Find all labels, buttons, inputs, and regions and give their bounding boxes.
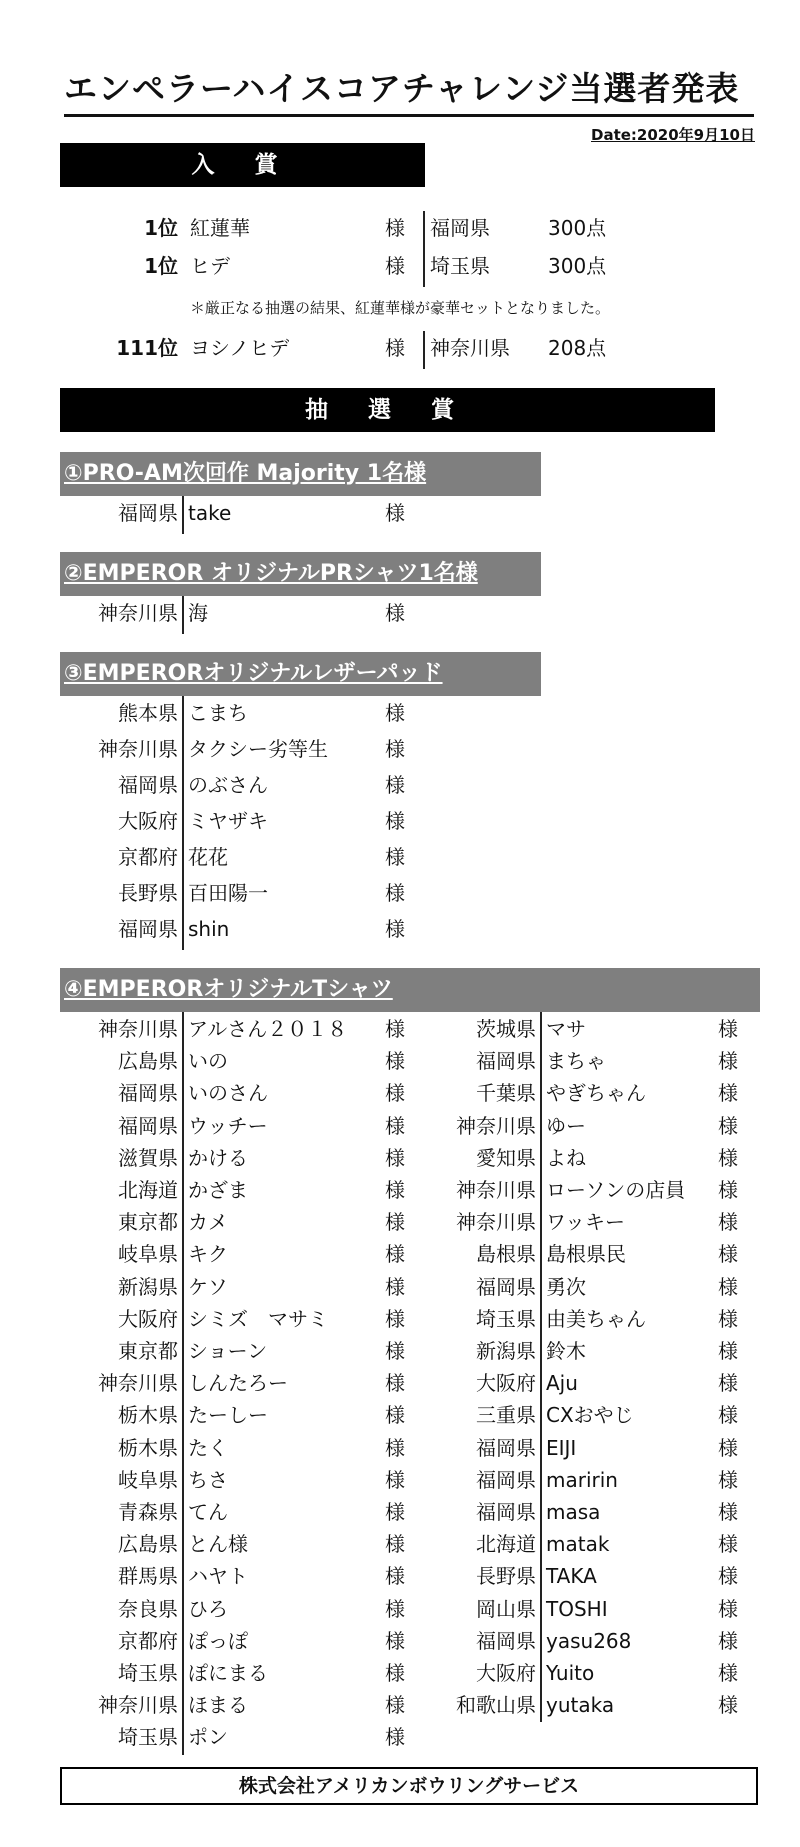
winner-honorific: 様	[718, 1113, 738, 1138]
winner-honorific: 様	[385, 701, 405, 725]
winner-row	[0, 498, 800, 528]
winner-name: やぎちゃん	[546, 1081, 646, 1106]
winner-name: アルさん２０１８	[188, 1017, 348, 1041]
winner-row	[0, 1658, 800, 1688]
winner-prefecture: 福岡県	[476, 1628, 536, 1653]
winner-name: ケソ	[188, 1274, 228, 1299]
page-title: エンペラーハイスコアチャレンジ当選者発表	[64, 68, 754, 117]
winner-name: 百田陽一	[188, 881, 268, 905]
winner-prefecture: 岡山県	[476, 1596, 536, 1621]
lottery-header: 抽 選 賞	[60, 388, 715, 432]
winner-prefecture: 神奈川県	[98, 737, 178, 761]
winner-name: いの	[188, 1049, 228, 1074]
winner-name: ちさ	[188, 1467, 228, 1492]
winner-prefecture: 神奈川県	[98, 1371, 178, 1396]
winner-row	[0, 1529, 800, 1559]
winner-honorific: 様	[385, 1596, 405, 1621]
winner-name: とん様	[188, 1532, 248, 1557]
winner-name: TAKA	[546, 1564, 597, 1589]
winner-honorific: 様	[718, 1210, 738, 1235]
section3-header	[60, 652, 541, 696]
prize-sama: 様	[385, 254, 405, 278]
prize-row	[0, 333, 800, 363]
winner-prefecture: 岐阜県	[118, 1242, 178, 1267]
winner-honorific: 様	[385, 1435, 405, 1460]
winner-name: matak	[546, 1532, 610, 1557]
winner-honorific: 様	[385, 1564, 405, 1589]
winner-row	[0, 1336, 800, 1366]
winner-name: yutaka	[546, 1693, 615, 1718]
winner-prefecture: 福岡県	[118, 501, 178, 525]
winner-honorific: 様	[385, 737, 405, 761]
winner-name: ショーン	[188, 1339, 268, 1363]
winner-row	[0, 1111, 800, 1141]
winner-row	[0, 914, 800, 944]
winner-name: よね	[546, 1145, 586, 1170]
winner-prefecture: 大阪府	[476, 1661, 536, 1685]
column-divider	[182, 596, 184, 634]
winner-honorific: 様	[385, 601, 405, 625]
prize-pref: 福岡県	[430, 216, 490, 240]
winner-prefecture: 滋賀県	[118, 1145, 178, 1170]
winner-name: Yuito	[546, 1661, 595, 1685]
winner-prefecture: 三重県	[476, 1403, 536, 1428]
winner-name: 島根県民	[546, 1242, 626, 1267]
winner-honorific: 様	[385, 1274, 405, 1299]
section2-header	[60, 552, 541, 596]
lottery-note: ＊厳正なる抽選の結果、紅蓮華様が豪華セットとなりました。	[190, 299, 611, 317]
winner-honorific: 様	[718, 1017, 738, 1041]
winner-name: いのさん	[188, 1081, 268, 1106]
winner-honorific: 様	[718, 1500, 738, 1524]
prize-score: 300点	[548, 254, 607, 278]
section1-title: ①PRO-AM次回作 Majority 1名様	[64, 461, 427, 486]
winner-prefecture: 大阪府	[118, 1306, 178, 1331]
winner-row	[0, 1497, 800, 1527]
prize-name: ヒデ	[190, 254, 230, 278]
winner-honorific: 様	[385, 501, 405, 525]
winner-name: ミヤザキ	[188, 809, 268, 833]
winner-name: EIJI	[546, 1435, 577, 1460]
winner-name: シミズ マサミ	[188, 1306, 328, 1331]
winner-row	[0, 1626, 800, 1656]
winner-prefecture: 長野県	[476, 1564, 536, 1589]
winner-name: 海	[188, 601, 208, 625]
winner-prefecture: 大阪府	[476, 1371, 536, 1396]
winner-prefecture: 福岡県	[118, 1081, 178, 1106]
prize-pref: 埼玉県	[430, 254, 490, 278]
winner-row	[0, 1400, 800, 1430]
winner-honorific: 様	[718, 1403, 738, 1428]
section1-header	[60, 452, 541, 496]
winner-prefecture: 岐阜県	[118, 1467, 178, 1492]
winner-name: ほまる	[188, 1693, 248, 1718]
prize-sama: 様	[385, 336, 405, 360]
winner-prefecture: 熊本県	[118, 701, 178, 725]
winner-prefecture: 北海道	[476, 1532, 536, 1557]
winner-honorific: 様	[385, 1178, 405, 1202]
prize-row	[0, 251, 800, 281]
winner-honorific: 様	[718, 1435, 738, 1460]
winner-name: 勇次	[546, 1274, 586, 1299]
winner-honorific: 様	[385, 1693, 405, 1718]
winner-honorific: 様	[385, 1145, 405, 1170]
winner-row	[0, 1207, 800, 1237]
winner-name: しんたろー	[188, 1371, 288, 1396]
winner-honorific: 様	[385, 1339, 405, 1363]
winner-name: てん	[188, 1500, 228, 1524]
winner-name: TOSHI	[546, 1596, 608, 1621]
winner-prefecture: 和歌山県	[456, 1693, 536, 1718]
winner-name: masa	[546, 1500, 601, 1524]
winner-honorific: 様	[718, 1145, 738, 1170]
winner-honorific: 様	[718, 1532, 738, 1557]
winner-row	[0, 1368, 800, 1398]
winner-name: 鈴木	[546, 1339, 586, 1363]
winner-honorific: 様	[718, 1274, 738, 1299]
winner-name: ポン	[188, 1725, 228, 1750]
winner-prefecture: 福岡県	[118, 917, 178, 941]
prize-pref: 神奈川県	[430, 336, 510, 360]
winner-prefecture: 福岡県	[476, 1274, 536, 1299]
prize-sama: 様	[385, 216, 405, 240]
winner-row	[0, 598, 800, 628]
winner-row	[0, 1046, 800, 1076]
prize-score: 208点	[548, 336, 607, 360]
prize-divider	[423, 211, 425, 287]
prize-header: 入 賞	[60, 143, 425, 187]
winner-honorific: 様	[385, 1371, 405, 1396]
winner-prefecture: 奈良県	[118, 1596, 178, 1621]
winner-prefecture: 青森県	[118, 1500, 178, 1524]
winner-row	[0, 734, 800, 764]
winner-name: のぶさん	[188, 773, 268, 797]
winner-row	[0, 842, 800, 872]
winner-prefecture: 群馬県	[118, 1564, 178, 1589]
winner-row	[0, 698, 800, 728]
winner-prefecture: 埼玉県	[118, 1661, 178, 1685]
winner-honorific: 様	[385, 845, 405, 869]
winner-honorific: 様	[385, 773, 405, 797]
winner-name: キク	[188, 1242, 228, 1267]
winner-prefecture: 長野県	[118, 881, 178, 905]
winner-name: 由美ちゃん	[546, 1306, 646, 1331]
winner-row	[0, 1433, 800, 1463]
winner-prefecture: 福岡県	[118, 1113, 178, 1138]
column-divider	[540, 1012, 542, 1722]
winner-honorific: 様	[385, 1725, 405, 1750]
winner-prefecture: 福岡県	[476, 1500, 536, 1524]
winner-row	[0, 1143, 800, 1173]
winner-honorific: 様	[385, 1628, 405, 1653]
winner-prefecture: 福岡県	[476, 1467, 536, 1492]
winner-name: ぽっぽ	[188, 1628, 248, 1653]
winner-name: Aju	[546, 1371, 578, 1396]
winner-row	[0, 1722, 800, 1752]
winner-honorific: 様	[385, 1113, 405, 1138]
section3-title: ③EMPERORオリジナルレザーパッド	[64, 661, 443, 686]
winner-prefecture: 福岡県	[476, 1435, 536, 1460]
winner-prefecture: 京都府	[118, 1628, 178, 1653]
winner-honorific: 様	[385, 1661, 405, 1685]
winner-honorific: 様	[385, 1306, 405, 1331]
prize-score: 300点	[548, 216, 607, 240]
winner-honorific: 様	[718, 1339, 738, 1363]
winner-name: maririn	[546, 1467, 618, 1492]
winner-honorific: 様	[385, 1532, 405, 1557]
prize-name: 紅蓮華	[190, 216, 250, 240]
winner-honorific: 様	[718, 1467, 738, 1492]
winner-prefecture: 東京都	[118, 1339, 178, 1363]
prize-rank: 111位	[116, 336, 178, 360]
winner-honorific: 様	[385, 1210, 405, 1235]
winner-prefecture: 神奈川県	[98, 1693, 178, 1718]
winner-row	[0, 806, 800, 836]
winner-row	[0, 1272, 800, 1302]
section2-title: ②EMPEROR オリジナルPRシャツ1名様	[64, 561, 478, 586]
winner-prefecture: 広島県	[118, 1049, 178, 1074]
winner-name: ゆー	[546, 1113, 586, 1138]
winner-prefecture: 北海道	[118, 1178, 178, 1202]
column-divider	[182, 696, 184, 950]
company-footer: 株式会社アメリカンボウリングサービス	[60, 1767, 758, 1805]
section4-title: ④EMPERORオリジナルTシャツ	[64, 977, 393, 1002]
winner-prefecture: 神奈川県	[456, 1178, 536, 1202]
winner-honorific: 様	[385, 1049, 405, 1074]
section4-header	[60, 968, 760, 1012]
column-divider	[182, 496, 184, 534]
winner-row	[0, 1465, 800, 1495]
winner-honorific: 様	[385, 881, 405, 905]
winner-row	[0, 1594, 800, 1624]
winner-prefecture: 埼玉県	[118, 1725, 178, 1750]
winner-row	[0, 1304, 800, 1334]
winner-prefecture: 福岡県	[118, 773, 178, 797]
winner-prefecture: 茨城県	[476, 1017, 536, 1041]
winner-row	[0, 1561, 800, 1591]
winner-prefecture: 埼玉県	[476, 1306, 536, 1331]
winner-name: タクシー劣等生	[188, 737, 328, 761]
winner-prefecture: 島根県	[476, 1242, 536, 1267]
winner-name: ぽにまる	[188, 1661, 268, 1685]
winner-honorific: 様	[718, 1371, 738, 1396]
winner-prefecture: 福岡県	[476, 1049, 536, 1074]
winner-honorific: 様	[718, 1081, 738, 1106]
winner-prefecture: 神奈川県	[98, 1017, 178, 1041]
winner-honorific: 様	[718, 1306, 738, 1331]
winner-row	[0, 1239, 800, 1269]
winner-name: カメ	[188, 1210, 228, 1235]
winner-prefecture: 神奈川県	[456, 1113, 536, 1138]
winner-row	[0, 770, 800, 800]
winner-name: yasu268	[546, 1628, 632, 1653]
winner-honorific: 様	[718, 1661, 738, 1685]
winner-prefecture: 新潟県	[118, 1274, 178, 1299]
winner-prefecture: 千葉県	[476, 1081, 536, 1106]
winner-name: take	[188, 501, 232, 525]
winner-prefecture: 栃木県	[118, 1403, 178, 1428]
winner-name: shin	[188, 917, 230, 941]
prize-name: ヨシノヒデ	[190, 336, 290, 360]
winner-honorific: 様	[385, 1467, 405, 1492]
winner-honorific: 様	[385, 1242, 405, 1267]
winner-name: ローソンの店員	[546, 1178, 686, 1202]
winner-prefecture: 広島県	[118, 1532, 178, 1557]
winner-name: たーしー	[188, 1403, 268, 1428]
winner-honorific: 様	[385, 1017, 405, 1041]
announcement-date: Date:2020年9月10日	[591, 126, 755, 144]
winner-prefecture: 京都府	[118, 845, 178, 869]
winner-prefecture: 栃木県	[118, 1435, 178, 1460]
winner-name: かける	[188, 1145, 248, 1170]
prize-rank: 1位	[144, 254, 178, 278]
winner-name: ひろ	[188, 1596, 228, 1621]
winner-name: マサ	[546, 1017, 586, 1041]
winner-name: こまち	[188, 701, 248, 725]
prize-rank: 1位	[144, 216, 178, 240]
winner-honorific: 様	[718, 1178, 738, 1202]
winner-honorific: 様	[385, 917, 405, 941]
winner-row	[0, 1175, 800, 1205]
winner-prefecture: 神奈川県	[456, 1210, 536, 1235]
winner-prefecture: 東京都	[118, 1210, 178, 1235]
winner-row	[0, 1014, 800, 1044]
winner-prefecture: 新潟県	[476, 1339, 536, 1363]
winner-name: かざま	[188, 1178, 248, 1202]
winner-row	[0, 1078, 800, 1108]
winner-honorific: 様	[718, 1596, 738, 1621]
winner-name: ウッチー	[188, 1113, 268, 1138]
winner-name: CXおやじ	[546, 1403, 634, 1428]
winner-honorific: 様	[718, 1049, 738, 1074]
winner-honorific: 様	[718, 1693, 738, 1718]
winner-prefecture: 大阪府	[118, 809, 178, 833]
winner-honorific: 様	[718, 1628, 738, 1653]
winner-honorific: 様	[385, 1081, 405, 1106]
winner-name: 花花	[188, 845, 228, 869]
winner-prefecture: 愛知県	[476, 1145, 536, 1170]
winner-honorific: 様	[385, 809, 405, 833]
winner-name: たく	[188, 1435, 228, 1460]
winner-name: ワッキー	[546, 1210, 625, 1235]
prize-divider	[423, 331, 425, 369]
winner-name: ハヤト	[188, 1564, 248, 1589]
winner-prefecture: 神奈川県	[98, 601, 178, 625]
winner-honorific: 様	[718, 1564, 738, 1589]
winner-honorific: 様	[718, 1242, 738, 1267]
winner-honorific: 様	[385, 1500, 405, 1524]
prize-row	[0, 213, 800, 243]
winner-honorific: 様	[385, 1403, 405, 1428]
winner-row	[0, 878, 800, 908]
winner-name: まちゃ	[546, 1049, 606, 1074]
winner-row	[0, 1690, 800, 1720]
